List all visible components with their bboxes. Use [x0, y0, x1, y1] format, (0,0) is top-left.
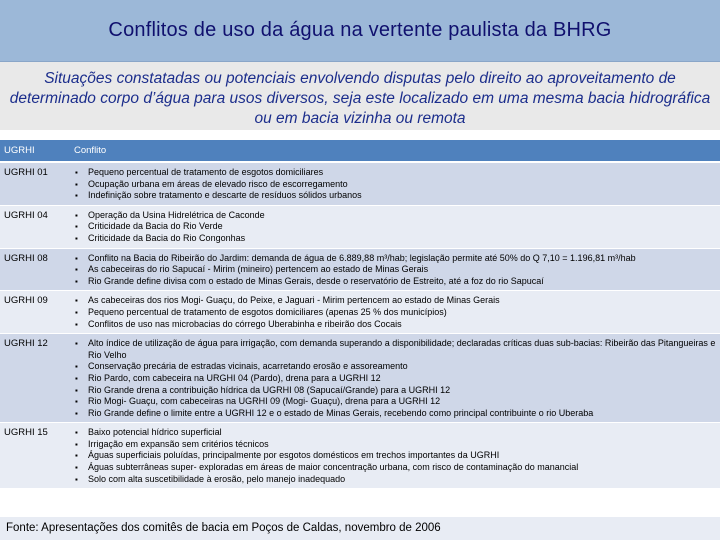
- ugrhi-code: UGRHI 04: [0, 205, 70, 248]
- conflict-list: [74, 253, 716, 288]
- bullet-icon: ▪: [75, 362, 78, 372]
- table-row: [0, 205, 720, 248]
- list-item: [74, 396, 716, 408]
- bullet-icon: ▪: [75, 397, 78, 407]
- bullet-icon: ▪: [75, 319, 78, 329]
- list-item: [74, 253, 716, 265]
- conflict-text: Baixo potencial hídrico superficial: [88, 427, 222, 438]
- conflict-text: As cabeceiras do rio Sapucaí - Mirim (mineiro) pertencem ao estado de Minas Gerais: [88, 264, 429, 275]
- table-row: [0, 291, 720, 334]
- bullet-icon: ▪: [75, 191, 78, 201]
- title-bar: [0, 0, 720, 62]
- bullet-icon: ▪: [75, 307, 78, 317]
- list-item: [74, 408, 716, 420]
- bullet-icon: ▪: [75, 451, 78, 461]
- list-item: [74, 167, 716, 179]
- list-item: [74, 210, 716, 222]
- conflict-text: Solo com alta suscetibilidade à erosão, pelo manejo inadequado: [88, 473, 346, 484]
- table-row: [0, 248, 720, 291]
- conflict-cell: [70, 162, 720, 205]
- list-item: [74, 276, 716, 288]
- conflict-text: Conflito na Bacia do Ribeirão do Jardim: demanda de água de 6.889,88 m³/hab; legislação permite até 50% do Q 7,10 = 1.196,81 m³/hab: [88, 252, 636, 263]
- list-item: [74, 233, 716, 245]
- conflict-cell: [70, 291, 720, 334]
- ugrhi-code: UGRHI 01: [0, 162, 70, 205]
- conflict-text: Criticidade da Bacia do Rio Verde: [88, 221, 223, 232]
- conflict-text: Criticidade da Bacia do Rio Congonhas: [88, 232, 246, 243]
- list-item: [74, 179, 716, 191]
- conflict-text: As cabeceiras dos rios Mogi- Guaçu, do Peixe, e Jaguari - Mirim pertencem ao estado de Minas Gerais: [88, 295, 500, 306]
- bullet-icon: ▪: [75, 210, 78, 220]
- conflict-text: Rio Grande define divisa com o estado de Minas Gerais, desde o reservatório de Estreito, até a foz do rio Sapucaí: [88, 275, 544, 286]
- subtitle: Situações constatadas ou potenciais envolvendo disputas pelo direito ao aproveitamento de determinado corpo d’água para usos diversos, seja este localizado em uma mesma bacia hidrográfica ou em bacia vizinha ou remota: [0, 62, 720, 130]
- bullet-icon: ▪: [75, 253, 78, 263]
- list-item: [74, 450, 716, 462]
- table-header-row: [0, 140, 720, 162]
- list-item: [74, 221, 716, 233]
- conflict-text: Operação da Usina Hidrelétrica de Caconde: [88, 209, 265, 220]
- conflict-text: Rio Pardo, com cabeceira na URGHI 04 (Pardo), drena para a UGRHI 12: [88, 372, 381, 383]
- conflict-text: Rio Grande drena a contribuição hídrica da UGRHI 08 (Sapucaí/Grande) para a UGRHI 12: [88, 384, 451, 395]
- bullet-icon: ▪: [75, 385, 78, 395]
- list-item: [74, 307, 716, 319]
- list-item: [74, 190, 716, 202]
- conflict-list: [74, 295, 716, 330]
- conflict-text: Águas subterrâneas super- exploradas em áreas de maior concentração urbana, com risco de contaminação do manancial: [88, 462, 579, 473]
- list-item: [74, 361, 716, 373]
- list-item: [74, 295, 716, 307]
- conflict-text: Conservação precária de estradas vicinais, acarretando erosão e assoreamento: [88, 361, 408, 372]
- list-item: [74, 373, 716, 385]
- bullet-icon: ▪: [75, 439, 78, 449]
- bullet-icon: ▪: [75, 233, 78, 243]
- table-row: [0, 162, 720, 205]
- bullet-icon: ▪: [75, 179, 78, 189]
- conflict-cell: [70, 423, 720, 489]
- conflict-cell: [70, 205, 720, 248]
- bullet-icon: ▪: [75, 168, 78, 177]
- conflict-list: [74, 427, 716, 485]
- list-item: [74, 462, 716, 474]
- list-item: [74, 439, 716, 451]
- conflict-text: Conflitos de uso nas microbacias do córrego Uberabinha e ribeirão dos Cocais: [88, 318, 402, 329]
- header-ugrhi: UGRHI: [0, 140, 70, 162]
- bullet-icon: ▪: [75, 276, 78, 286]
- list-item: [74, 338, 716, 361]
- bullet-icon: ▪: [75, 222, 78, 232]
- list-item: [74, 319, 716, 331]
- conflict-text: Irrigação em expansão sem critérios técnicos: [88, 438, 269, 449]
- list-item: [74, 385, 716, 397]
- bullet-icon: ▪: [75, 428, 78, 438]
- conflict-text: Rio Mogi- Guaçu, com cabeceiras na UGRHI 09 (Mogi- Guaçu), drena para a UGRHI 12: [88, 396, 441, 407]
- conflict-text: Alto índice de utilização de água para irrigação, com demanda superando a disponibilidade; declaradas críticas duas sub-bacias: Ribeirão das Pitangueiras e Rio Velho: [88, 338, 716, 360]
- bullet-icon: ▪: [75, 474, 78, 484]
- list-item: [74, 474, 716, 486]
- table-body: [0, 162, 720, 489]
- conflicts-table: [0, 140, 720, 489]
- source-footer: Fonte: Apresentações dos comitês de bacia em Poços de Caldas, novembro de 2006: [0, 517, 720, 540]
- conflict-text: Rio Grande define o limite entre a UGRHI 12 e o estado de Minas Gerais, recebendo como principal contribuinte o rio Uberaba: [88, 407, 594, 418]
- ugrhi-code: UGRHI 15: [0, 423, 70, 489]
- table-row: [0, 423, 720, 489]
- conflict-text: Pequeno percentual de tratamento de esgotos domiciliares (apenas 25 % dos municípios): [88, 306, 447, 317]
- list-item: [74, 427, 716, 439]
- conflict-list: [74, 167, 716, 202]
- conflict-text: Ocupação urbana em áreas de elevado risco de escorregamento: [88, 178, 348, 189]
- table-row: [0, 334, 720, 423]
- conflict-text: Pequeno percentual de tratamento de esgotos domiciliares: [88, 167, 324, 177]
- conflict-text: Águas superficiais poluídas, principalmente por esgotos domésticos em trechos importantes da UGRHI: [88, 450, 500, 461]
- bullet-icon: ▪: [75, 463, 78, 473]
- conflict-list: [74, 210, 716, 245]
- page-title: Conflitos de uso da água na vertente paulista da BHRG: [108, 19, 612, 41]
- bullet-icon: ▪: [75, 408, 78, 418]
- conflict-list: [74, 338, 716, 419]
- bullet-icon: ▪: [75, 339, 78, 349]
- bullet-icon: ▪: [75, 373, 78, 383]
- ugrhi-code: UGRHI 12: [0, 334, 70, 423]
- list-item: [74, 264, 716, 276]
- conflict-text: Indefinição sobre tratamento e descarte de resíduos sólidos urbanos: [88, 190, 362, 201]
- header-conflito: Conflito: [70, 140, 720, 162]
- ugrhi-code: UGRHI 09: [0, 291, 70, 334]
- ugrhi-code: UGRHI 08: [0, 248, 70, 291]
- conflict-cell: [70, 334, 720, 423]
- bullet-icon: ▪: [75, 265, 78, 275]
- conflict-cell: [70, 248, 720, 291]
- bullet-icon: ▪: [75, 296, 78, 306]
